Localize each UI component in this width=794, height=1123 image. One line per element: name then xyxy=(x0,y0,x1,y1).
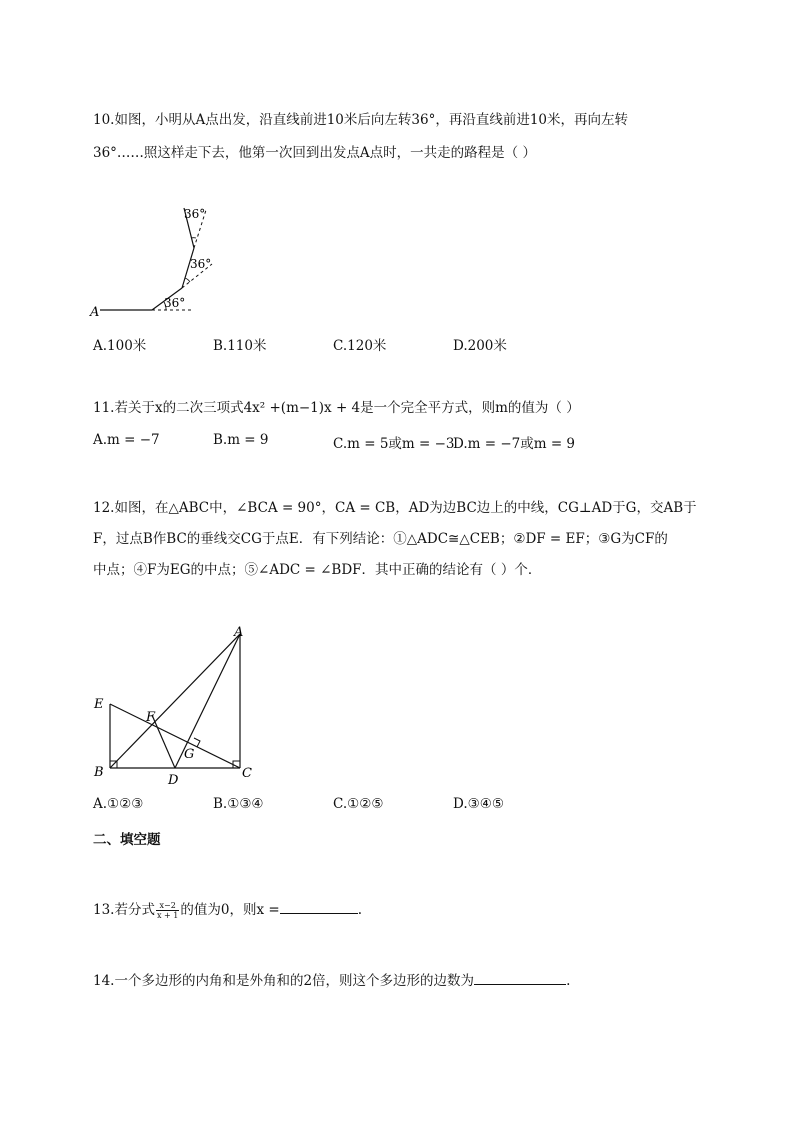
q11-option-a[interactable]: A.m = −7 xyxy=(93,432,160,448)
q12-option-b[interactable]: B.①③④ xyxy=(213,796,264,812)
q11-option-c[interactable]: C.m = 5或m = −3 xyxy=(333,436,455,452)
section-title: 二、填空题 xyxy=(93,832,161,848)
q10-figure xyxy=(88,196,238,320)
q14-answer-blank[interactable] xyxy=(474,970,566,985)
q12-line3: 中点；④F为EG的中点；⑤∠ADC = ∠BDF．其中正确的结论有（ ）个． xyxy=(93,562,542,578)
q13-frac-numerator: x−2 xyxy=(156,901,179,911)
q12-line2: F，过点B作BC的垂线交CG于点E．有下列结论：①△ADC≅△CEB；②DF = EF；③G为CF的 xyxy=(93,531,668,547)
q11-option-d[interactable]: D.m = −7或m = 9 xyxy=(453,436,576,452)
q10-angle-label-2: 36° xyxy=(190,257,212,271)
q10-option-a[interactable]: A.100米 xyxy=(93,338,147,354)
q12-figure xyxy=(88,618,258,788)
q13-fraction xyxy=(156,901,179,920)
q13-frac-denominator: x + 1 xyxy=(156,911,179,920)
q12-label-G: G xyxy=(184,747,195,762)
q10-option-c[interactable]: C.120米 xyxy=(333,338,387,354)
q12-line1: 12.如图，在△ABC中，∠BCA = 90°，CA = CB，AD为边BC边上的中线，CG⊥AD于G，交AB于 xyxy=(93,500,697,516)
q10-option-d[interactable]: D.200米 xyxy=(453,338,507,354)
q14-text: 14.一个多边形的内角和是外角和的2倍，则这个多边形的边数为 xyxy=(93,973,475,989)
q13-line xyxy=(93,898,362,922)
q10-label-A: A xyxy=(90,305,100,320)
q10-line1: 10.如图，小明从A点出发，沿直线前进10米后向左转36°，再沿直线前进10米，再向左转 xyxy=(93,112,629,128)
q12-option-d[interactable]: D.③④⑤ xyxy=(453,796,504,812)
q12-label-B: B xyxy=(94,765,104,780)
q11-text: 11.若关于x的二次三项式4x² +(m−1)x + 4是一个完全平方式，则m的值为（ ） xyxy=(93,400,580,416)
q12-label-C: C xyxy=(242,766,252,781)
q12-label-A: A xyxy=(234,625,244,640)
q12-label-D: D xyxy=(168,773,179,788)
q11-option-b[interactable]: B.m = 9 xyxy=(213,432,269,448)
q13-end: . xyxy=(357,902,362,918)
q12-label-E: E xyxy=(94,697,104,712)
q13-prefix: 13.若分式 xyxy=(93,902,155,918)
q14-end: . xyxy=(566,973,571,989)
q10-option-b[interactable]: B.110米 xyxy=(213,338,267,354)
q12-label-F: F xyxy=(146,710,156,725)
q10-angle-label-3: 36° xyxy=(184,207,206,221)
q10-line2: 36°……照这样走下去，他第一次回到出发点A点时，一共走的路程是（ ） xyxy=(93,145,536,161)
q12-option-a[interactable]: A.①②③ xyxy=(93,796,144,812)
q13-suffix: 的值为0，则x = xyxy=(180,902,280,918)
q14-line xyxy=(93,970,570,991)
q12-option-c[interactable]: C.①②⑤ xyxy=(333,796,384,812)
q13-answer-blank[interactable] xyxy=(280,899,358,914)
q10-angle-label-1: 36° xyxy=(164,296,186,310)
